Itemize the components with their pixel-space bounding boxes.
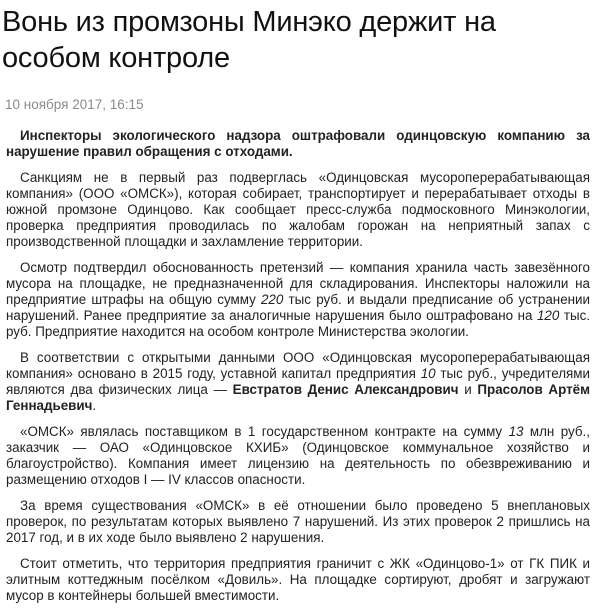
article-title: Вонь из промзоны Минэко держит на особом контроле <box>2 6 496 74</box>
paragraph-4 <box>6 424 590 488</box>
text-span: В соответствии с открытыми данными ООО «Одинцовская мусороперерабатывающая компания» основано в 2015 году, уставной капитал предприятия <box>6 350 590 381</box>
article-body <box>6 128 590 614</box>
text-span: «ОМСК» являлась поставщиком в 1 государственном контракте на сумму <box>20 424 509 439</box>
paragraph-5: За время существования «ОМСК» в её отношении было проведено 5 внеплановых проверок, по результатам которых выявлено 7 нарушений. Из этих проверок 2 пришлись на 2017 год, и в их ходе было выявлено 2 нарушения. <box>6 498 590 545</box>
article-date: 10 ноября 2017, 16:15 <box>5 97 144 112</box>
capital-amount: 10 <box>420 366 436 381</box>
text-span: млн руб., заказчик — ОАО «Одинцовское КХИБ» (Одинцовское коммунальное хозяйство и благоустройство). Компания имеет лицензию на деятельность по обезвреживанию и размещению отходов I — IV классов опасности. <box>6 424 590 487</box>
fine-amount-2: 120 <box>536 308 560 323</box>
text-span: и <box>458 382 478 397</box>
founder-1: Евстратов Денис Александрович <box>232 382 459 397</box>
paragraph-2 <box>6 260 590 340</box>
text-span: тыс руб., учредителями являются два физических лица — <box>6 366 590 397</box>
text-span: тыс руб. и выдали предписание об устранении нарушений. Ранее предприятие за аналогичные нарушения было оштрафовано на <box>6 292 590 323</box>
fine-amount-1: 220 <box>260 292 284 307</box>
paragraph-6: Стоит отметить, что территория предприятия граничит с ЖК «Одинцово-1» от ГК ПИК и элитным коттеджным посёлком «Довиль». На площадке сортируют, дробят и загружают мусор в контейнеры большей вместимости. <box>6 556 590 603</box>
text-span: тыс. руб. Предприятие находится на особом контроле Министерства экологии. <box>6 308 590 339</box>
contract-amount: 13 <box>508 424 524 439</box>
founder-2: Прасолов Артём Геннадьевич <box>6 382 591 413</box>
paragraph-3 <box>6 350 590 414</box>
paragraph-1: Санкциям не в первый раз подверглась «Одинцовская мусороперерабатывающая компания» (ООО «ОМСК»), которая собирает, транспортирует и перерабатывает отходы в южной промзоне Одинцово. Как сообщает пресс-служба подмосковного Минэкологии, проверка предприятия проводилась по жалобам горожан на неприятный запах с производственной площадки и захламление территории. <box>6 170 590 249</box>
text-span: Осмотр подтвердил обоснованность претензий — компания хранила часть завезённого мусора на площадке, не предназначенной для складирования. Инспекторы наложили на предприятие штрафы на общую сумму <box>6 260 590 307</box>
text-span: . <box>92 398 97 413</box>
article-lead: Инспекторы экологического надзора оштрафовали одинцовскую компанию за нарушение правил обращения с отходами. <box>6 128 590 159</box>
